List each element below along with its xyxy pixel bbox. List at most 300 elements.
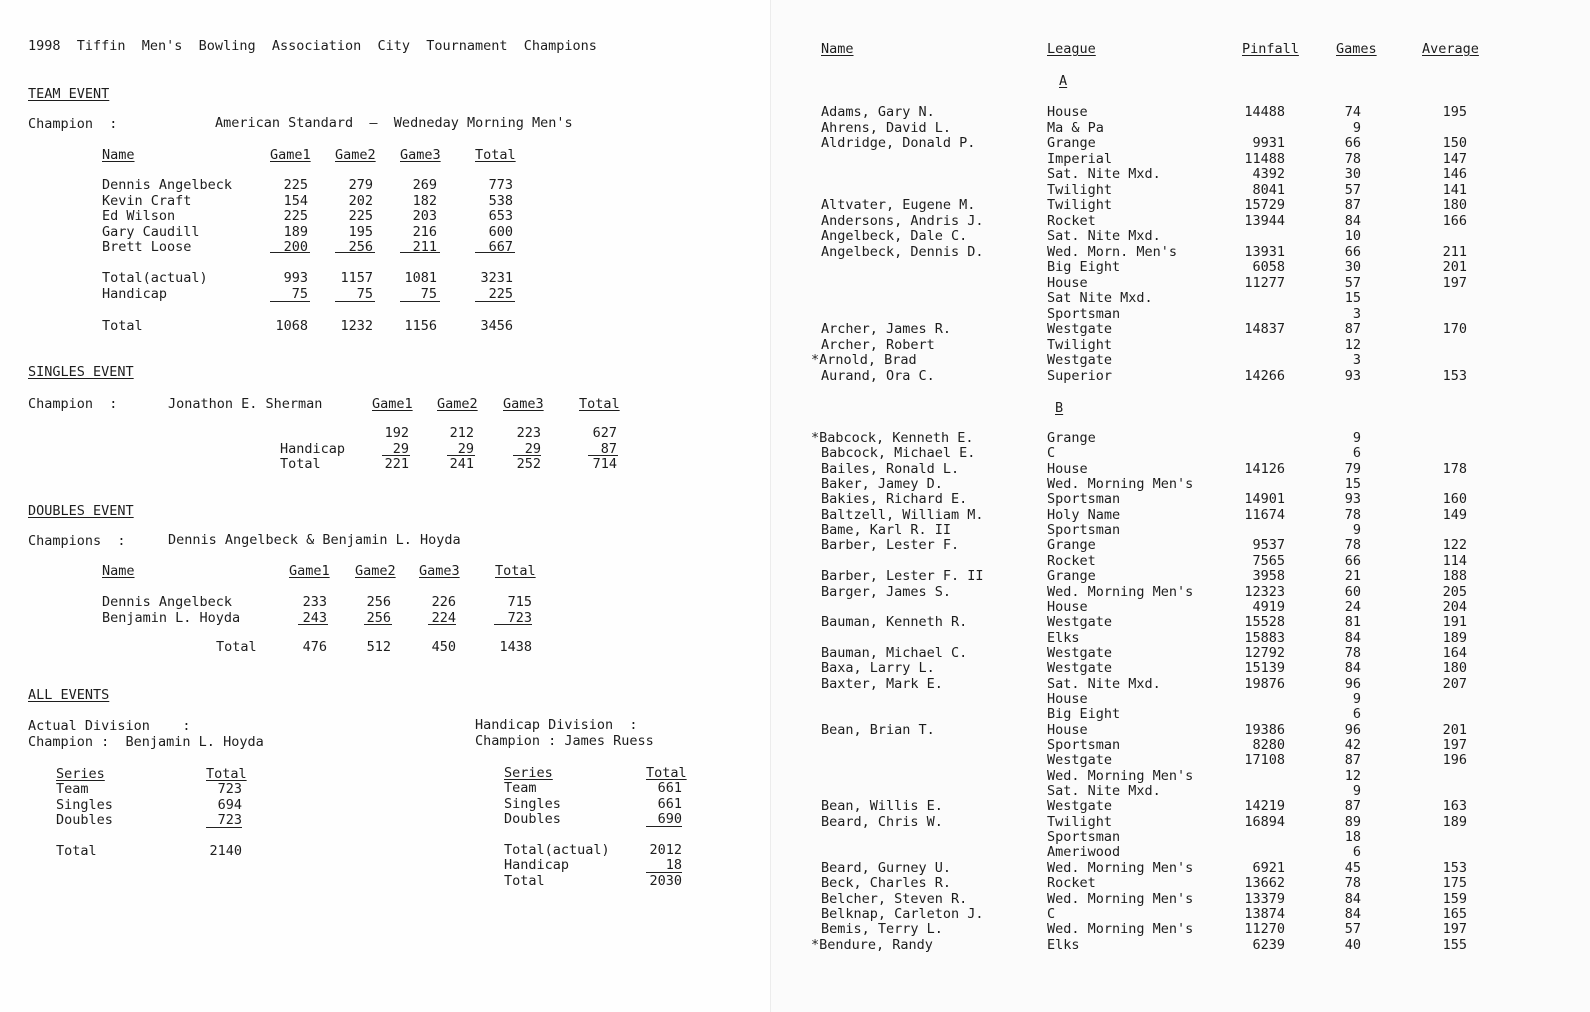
league-name: Grange bbox=[1047, 430, 1096, 446]
pinfall-value: 4392 bbox=[1252, 166, 1285, 182]
singles-col-total: Total bbox=[579, 396, 620, 412]
handicap-extra-label: Handicap bbox=[504, 857, 570, 873]
league-name: Rocket bbox=[1047, 552, 1096, 569]
games-value: 84 bbox=[1344, 890, 1361, 907]
team-total-label: Total bbox=[102, 318, 143, 334]
team-actual-value: 993 bbox=[283, 270, 308, 286]
team-handicap-underline bbox=[335, 301, 375, 302]
league-name: Grange bbox=[1047, 568, 1096, 585]
team-row-name: Brett Loose bbox=[102, 239, 192, 255]
league-name: Sportsman bbox=[1047, 829, 1121, 846]
singles-total-value: 241 bbox=[449, 456, 474, 472]
league-name: Wed. Morning Men's bbox=[1047, 476, 1194, 493]
games-value: 9 bbox=[1352, 119, 1361, 136]
games-value: 42 bbox=[1344, 737, 1361, 753]
team-total-value: 1156 bbox=[404, 318, 437, 334]
games-value: 79 bbox=[1344, 460, 1361, 477]
games-value: 3 bbox=[1352, 305, 1361, 322]
average-value: 170 bbox=[1442, 321, 1467, 337]
pinfall-value: 6058 bbox=[1252, 259, 1285, 275]
team-row-score: 225 bbox=[283, 177, 308, 193]
average-value: 166 bbox=[1442, 212, 1467, 229]
bowler-name: Baker, Jamey D. bbox=[821, 476, 943, 493]
bowler-name: Angelbeck, Dale C. bbox=[821, 228, 968, 244]
league-name: Rocket bbox=[1047, 212, 1096, 229]
league-name: House bbox=[1047, 274, 1088, 291]
league-name: Westgate bbox=[1047, 352, 1113, 368]
pinfall-value: 9931 bbox=[1252, 135, 1285, 151]
bowler-name: Adams, Gary N. bbox=[821, 104, 935, 120]
league-name: House bbox=[1047, 104, 1088, 120]
handicap-series-label: Doubles bbox=[504, 811, 561, 827]
doubles-total-label: Total bbox=[216, 639, 257, 655]
league-name: Superior bbox=[1047, 367, 1113, 384]
bowler-name: Bean, Brian T. bbox=[821, 721, 935, 738]
handicap-division-label: Handicap Division : bbox=[475, 717, 638, 733]
league-name: Rocket bbox=[1047, 875, 1096, 892]
pinfall-value: 14219 bbox=[1244, 798, 1285, 815]
average-value: 180 bbox=[1442, 197, 1467, 213]
doubles-row-score: 243 bbox=[302, 609, 327, 626]
games-value: 93 bbox=[1344, 367, 1361, 384]
pinfall-value: 14488 bbox=[1244, 104, 1285, 120]
doubles-row-name: Dennis Angelbeck bbox=[102, 594, 233, 610]
average-value: 178 bbox=[1442, 460, 1467, 477]
team-col-game3: Game3 bbox=[400, 147, 441, 163]
pinfall-value: 11488 bbox=[1244, 150, 1285, 167]
games-value: 45 bbox=[1344, 859, 1361, 876]
league-name: Big Eight bbox=[1047, 706, 1121, 723]
handicap-extra-underline bbox=[646, 872, 682, 873]
team-row-score: 600 bbox=[488, 223, 513, 240]
league-name: Twilight bbox=[1047, 197, 1113, 213]
league-name: Grange bbox=[1047, 537, 1096, 554]
handicap-underline bbox=[646, 826, 682, 827]
bowler-name: Aurand, Ora C. bbox=[821, 367, 935, 384]
team-row-score: 269 bbox=[412, 177, 437, 193]
handicap-extra-label: Total(actual) bbox=[504, 842, 610, 858]
games-value: 78 bbox=[1344, 537, 1361, 554]
average-value: 155 bbox=[1442, 936, 1467, 953]
team-row-score: 216 bbox=[412, 223, 437, 240]
games-value: 96 bbox=[1344, 675, 1361, 692]
pinfall-value: 8280 bbox=[1252, 737, 1285, 753]
league-name: Imperial bbox=[1047, 150, 1113, 167]
average-value: 175 bbox=[1442, 875, 1467, 892]
actual-series-total: 723 bbox=[217, 812, 242, 828]
games-value: 66 bbox=[1344, 243, 1361, 260]
team-event-heading: TEAM EVENT bbox=[28, 86, 110, 102]
handicap-extra-value: 2030 bbox=[649, 873, 682, 889]
bowler-name: Bakies, Richard E. bbox=[821, 491, 968, 508]
league-name: Ma & Pa bbox=[1047, 119, 1104, 136]
pinfall-value: 15729 bbox=[1244, 197, 1285, 213]
singles-score: 192 bbox=[384, 425, 409, 441]
actual-underline bbox=[206, 827, 242, 828]
games-value: 87 bbox=[1344, 752, 1361, 769]
games-value: 87 bbox=[1344, 798, 1361, 815]
games-value: 24 bbox=[1344, 598, 1361, 615]
bowler-name: Andersons, Andris J. bbox=[821, 212, 984, 229]
doubles-underline bbox=[364, 624, 392, 625]
bowler-name: Angelbeck, Dennis D. bbox=[821, 243, 984, 260]
pinfall-value: 14837 bbox=[1244, 321, 1285, 337]
actual-series-label: Team bbox=[56, 781, 89, 797]
league-name: Wed. Morning Men's bbox=[1047, 921, 1194, 938]
average-value: 141 bbox=[1442, 181, 1467, 198]
league-name: Sat. Nite Mxd. bbox=[1047, 228, 1161, 244]
pinfall-value: 15528 bbox=[1244, 614, 1285, 631]
singles-score: 223 bbox=[516, 425, 541, 441]
pinfall-value: 19876 bbox=[1244, 675, 1285, 692]
doubles-row-score: 226 bbox=[431, 594, 456, 610]
actual-division-champion: Champion : Benjamin L. Hoyda bbox=[28, 734, 264, 750]
games-value: 57 bbox=[1344, 921, 1361, 938]
league-name: Westgate bbox=[1047, 798, 1113, 815]
pinfall-value: 13944 bbox=[1244, 212, 1285, 229]
average-value: 204 bbox=[1442, 598, 1467, 615]
league-name: Sportsman bbox=[1047, 522, 1121, 539]
team-row-score: 154 bbox=[283, 192, 308, 209]
handicap-extra-value: 18 bbox=[665, 857, 682, 873]
league-name: Sat. Nite Mxd. bbox=[1047, 166, 1161, 182]
bowler-name: *Bendure, Randy bbox=[811, 936, 933, 953]
team-row-score: 225 bbox=[348, 208, 373, 224]
singles-underline bbox=[588, 455, 618, 456]
pinfall-value: 4919 bbox=[1252, 598, 1285, 615]
singles-event-heading: SINGLES EVENT bbox=[28, 364, 134, 380]
games-value: 12 bbox=[1344, 767, 1361, 784]
league-name: House bbox=[1047, 690, 1088, 707]
handicap-series-total: 661 bbox=[657, 795, 682, 812]
actual-total-label: Total bbox=[56, 843, 97, 859]
team-handicap-label: Handicap bbox=[102, 286, 168, 302]
team-row-score: 653 bbox=[488, 208, 513, 224]
bowler-name: Beard, Chris W. bbox=[821, 813, 943, 830]
average-value: 165 bbox=[1442, 905, 1467, 922]
team-row-score: 256 bbox=[348, 239, 373, 255]
league-name: House bbox=[1047, 460, 1088, 477]
games-value: 87 bbox=[1344, 321, 1361, 337]
singles-underline bbox=[513, 455, 541, 456]
singles-score: 627 bbox=[592, 425, 617, 441]
games-value: 9 bbox=[1352, 522, 1361, 539]
average-value: 197 bbox=[1442, 274, 1467, 291]
bowler-name: Belknap, Carleton J. bbox=[821, 905, 984, 922]
average-value: 189 bbox=[1442, 813, 1467, 830]
pinfall-value: 13874 bbox=[1244, 905, 1285, 922]
pinfall-value: 12792 bbox=[1244, 644, 1285, 661]
team-row-score: 189 bbox=[283, 223, 308, 240]
bowler-name: *Babcock, Kenneth E. bbox=[811, 430, 974, 446]
team-actual-value: 1081 bbox=[404, 270, 437, 286]
pinfall-value: 8041 bbox=[1252, 181, 1285, 198]
bowler-name: Archer, Robert bbox=[821, 336, 935, 353]
singles-total-value: 714 bbox=[592, 456, 617, 472]
handicap-col-total: Total bbox=[646, 765, 687, 781]
league-name: House bbox=[1047, 598, 1088, 615]
handicap-series-total: 690 bbox=[657, 811, 682, 827]
average-value: 195 bbox=[1442, 104, 1467, 120]
games-value: 96 bbox=[1344, 721, 1361, 738]
games-value: 12 bbox=[1344, 336, 1361, 353]
games-value: 57 bbox=[1344, 181, 1361, 198]
pinfall-value: 12323 bbox=[1244, 583, 1285, 600]
doubles-total-value: 1438 bbox=[499, 639, 532, 655]
league-name: Westgate bbox=[1047, 321, 1113, 337]
team-underline bbox=[400, 252, 440, 253]
pinfall-value: 13931 bbox=[1244, 243, 1285, 260]
handicap-series-label: Team bbox=[504, 780, 537, 796]
bowler-name: Aldridge, Donald P. bbox=[821, 135, 976, 151]
col-header-games: Games bbox=[1336, 41, 1377, 57]
doubles-row-name: Benjamin L. Hoyda bbox=[102, 609, 241, 626]
average-value: 191 bbox=[1442, 614, 1467, 631]
all-events-heading: ALL EVENTS bbox=[28, 687, 110, 703]
singles-handicap-value: 87 bbox=[600, 441, 617, 457]
team-champion-label: Champion : bbox=[28, 116, 118, 132]
games-value: 84 bbox=[1344, 212, 1361, 229]
singles-total-value: 252 bbox=[516, 456, 541, 472]
team-row-name: Dennis Angelbeck bbox=[102, 177, 233, 193]
team-underline bbox=[335, 252, 375, 253]
average-value: 114 bbox=[1442, 552, 1467, 569]
games-value: 40 bbox=[1344, 936, 1361, 953]
games-value: 84 bbox=[1344, 660, 1361, 677]
bowler-name: Baxa, Larry L. bbox=[821, 660, 935, 677]
pinfall-value: 6921 bbox=[1252, 859, 1285, 876]
actual-series-total: 723 bbox=[217, 781, 242, 797]
league-name: Sat Nite Mxd. bbox=[1047, 290, 1153, 306]
pinfall-value: 14266 bbox=[1244, 367, 1285, 384]
league-name: Elks bbox=[1047, 936, 1080, 953]
pinfall-value: 16894 bbox=[1244, 813, 1285, 830]
doubles-row-score: 256 bbox=[366, 609, 391, 626]
average-value: 164 bbox=[1442, 644, 1467, 661]
team-row-score: 667 bbox=[488, 239, 513, 255]
bowler-name: Beard, Gurney U. bbox=[821, 859, 952, 876]
bowler-name: Bean, Willis E. bbox=[821, 798, 943, 815]
pinfall-value: 6239 bbox=[1252, 936, 1285, 953]
team-row-score: 182 bbox=[412, 192, 437, 209]
doubles-event-heading: DOUBLES EVENT bbox=[28, 503, 134, 519]
pinfall-value: 14126 bbox=[1244, 460, 1285, 477]
document-title: 1998 Tiffin Men's Bowling Association City Tournament Champions bbox=[28, 38, 597, 54]
bowler-name: Bemis, Terry L. bbox=[821, 921, 943, 938]
actual-division-label: Actual Division : bbox=[28, 718, 191, 734]
col-header-pinfall: Pinfall bbox=[1242, 41, 1299, 57]
league-name: C bbox=[1047, 445, 1056, 462]
col-header-average: Average bbox=[1422, 41, 1479, 57]
doubles-row-score: 256 bbox=[366, 594, 391, 610]
pinfall-value: 3958 bbox=[1252, 568, 1285, 585]
singles-underline bbox=[447, 455, 475, 456]
bowler-name: Bame, Karl R. II bbox=[821, 522, 952, 539]
team-handicap-underline bbox=[400, 301, 440, 302]
average-value: 146 bbox=[1442, 166, 1467, 182]
pinfall-value: 11674 bbox=[1244, 506, 1285, 523]
pinfall-value: 7565 bbox=[1252, 552, 1285, 569]
average-value: 150 bbox=[1442, 135, 1467, 151]
left-page bbox=[0, 0, 770, 1012]
team-row-name: Ed Wilson bbox=[102, 208, 176, 224]
handicap-extra-value: 2012 bbox=[649, 842, 682, 858]
bowler-name: Altvater, Eugene M. bbox=[821, 197, 976, 213]
pinfall-value: 11270 bbox=[1244, 921, 1285, 938]
league-name: Westgate bbox=[1047, 644, 1113, 661]
games-value: 78 bbox=[1344, 644, 1361, 661]
team-handicap-value: 75 bbox=[356, 286, 373, 302]
games-value: 30 bbox=[1344, 259, 1361, 275]
league-name: Westgate bbox=[1047, 660, 1113, 677]
singles-handicap-label: Handicap bbox=[280, 441, 346, 457]
team-handicap-value: 225 bbox=[488, 286, 513, 302]
bowler-name: Barber, Lester F. bbox=[821, 537, 960, 554]
average-value: 153 bbox=[1442, 367, 1467, 384]
team-handicap-value: 75 bbox=[420, 286, 437, 302]
doubles-total-value: 476 bbox=[302, 639, 327, 655]
games-value: 3 bbox=[1352, 352, 1361, 368]
singles-champion-name: Jonathon E. Sherman bbox=[168, 396, 323, 412]
league-name: Holy Name bbox=[1047, 506, 1121, 523]
pinfall-value: 13662 bbox=[1244, 875, 1285, 892]
team-champion-name: American Standard – Wedneday Morning Men's bbox=[215, 115, 573, 131]
pinfall-value: 13379 bbox=[1244, 890, 1285, 907]
team-col-name: Name bbox=[102, 147, 135, 163]
average-value: 163 bbox=[1442, 798, 1467, 815]
singles-handicap-value: 29 bbox=[457, 441, 474, 457]
league-name: Sportsman bbox=[1047, 305, 1121, 322]
games-value: 84 bbox=[1344, 629, 1361, 646]
doubles-col-name: Name bbox=[102, 563, 135, 579]
league-name: Sat. Nite Mxd. bbox=[1047, 783, 1161, 800]
team-actual-value: 3231 bbox=[480, 270, 513, 286]
team-row-score: 202 bbox=[348, 192, 373, 209]
doubles-col-game2: Game2 bbox=[355, 563, 396, 579]
singles-total-value: 221 bbox=[384, 456, 409, 472]
section-letter-b: B bbox=[1055, 400, 1064, 416]
doubles-row-score: 233 bbox=[302, 594, 327, 610]
singles-underline bbox=[382, 455, 410, 456]
average-value: 180 bbox=[1442, 660, 1467, 677]
team-row-score: 773 bbox=[488, 177, 513, 193]
league-name: Grange bbox=[1047, 135, 1096, 151]
league-name: Ameriwood bbox=[1047, 844, 1121, 861]
league-name: Wed. Morning Men's bbox=[1047, 859, 1194, 876]
handicap-col-series: Series bbox=[504, 765, 553, 781]
actual-series-label: Doubles bbox=[56, 812, 113, 828]
team-row-score: 211 bbox=[412, 239, 437, 255]
singles-total-label: Total bbox=[280, 456, 321, 472]
doubles-row-score: 224 bbox=[431, 609, 456, 626]
bowler-name: Barber, Lester F. II bbox=[821, 568, 984, 585]
games-value: 9 bbox=[1352, 430, 1361, 446]
games-value: 30 bbox=[1344, 166, 1361, 182]
doubles-total-value: 512 bbox=[366, 639, 391, 655]
games-value: 15 bbox=[1344, 476, 1361, 493]
col-header-league: League bbox=[1047, 41, 1096, 57]
league-name: Wed. Morn. Men's bbox=[1047, 243, 1178, 260]
bowler-name: Babcock, Michael E. bbox=[821, 445, 976, 462]
team-underline bbox=[270, 252, 310, 253]
league-name: Twilight bbox=[1047, 336, 1113, 353]
team-handicap-underline bbox=[475, 301, 515, 302]
games-value: 89 bbox=[1344, 813, 1361, 830]
pinfall-value: 14901 bbox=[1244, 491, 1285, 508]
team-total-value: 1068 bbox=[275, 318, 308, 334]
games-value: 66 bbox=[1344, 552, 1361, 569]
handicap-extra-label: Total bbox=[504, 873, 545, 889]
average-value: 188 bbox=[1442, 568, 1467, 585]
team-handicap-value: 75 bbox=[291, 286, 308, 302]
league-name: Westgate bbox=[1047, 752, 1113, 769]
doubles-underline bbox=[298, 624, 328, 625]
team-actual-label: Total(actual) bbox=[102, 270, 208, 286]
average-value: 189 bbox=[1442, 629, 1467, 646]
games-value: 74 bbox=[1344, 104, 1361, 120]
games-value: 18 bbox=[1344, 829, 1361, 846]
actual-col-total: Total bbox=[206, 766, 247, 782]
league-name: C bbox=[1047, 905, 1056, 922]
singles-handicap-value: 29 bbox=[392, 441, 409, 457]
league-name: Twilight bbox=[1047, 813, 1113, 830]
actual-series-label: Singles bbox=[56, 796, 113, 813]
average-value: 201 bbox=[1442, 721, 1467, 738]
league-name: Elks bbox=[1047, 629, 1080, 646]
league-name: Wed. Morning Men's bbox=[1047, 583, 1194, 600]
games-value: 6 bbox=[1352, 844, 1361, 861]
league-name: Wed. Morning Men's bbox=[1047, 890, 1194, 907]
team-total-value: 1232 bbox=[340, 318, 373, 334]
average-value: 122 bbox=[1442, 537, 1467, 554]
pinfall-value: 17108 bbox=[1244, 752, 1285, 769]
team-row-score: 200 bbox=[283, 239, 308, 255]
singles-col-game3: Game3 bbox=[503, 396, 544, 412]
handicap-series-label: Singles bbox=[504, 795, 561, 812]
team-row-score: 225 bbox=[283, 208, 308, 224]
doubles-row-score: 723 bbox=[507, 609, 532, 626]
bowler-name: Bailes, Ronald L. bbox=[821, 460, 960, 477]
bowler-name: Barger, James S. bbox=[821, 583, 952, 600]
games-value: 84 bbox=[1344, 905, 1361, 922]
team-col-game2: Game2 bbox=[335, 147, 376, 163]
doubles-champion-names: Dennis Angelbeck & Benjamin L. Hoyda bbox=[168, 532, 461, 548]
games-value: 81 bbox=[1344, 614, 1361, 631]
pinfall-value: 19386 bbox=[1244, 721, 1285, 738]
games-value: 21 bbox=[1344, 568, 1361, 585]
bowler-name: Beck, Charles R. bbox=[821, 875, 952, 892]
average-value: 149 bbox=[1442, 506, 1467, 523]
bowler-name: Belcher, Steven R. bbox=[821, 890, 968, 907]
handicap-division-champion: Champion : James Ruess bbox=[475, 733, 654, 749]
league-name: Sat. Nite Mxd. bbox=[1047, 675, 1161, 692]
team-col-total: Total bbox=[475, 147, 516, 163]
league-name: Wed. Morning Men's bbox=[1047, 767, 1194, 784]
bowler-name: Baltzell, William M. bbox=[821, 506, 984, 523]
singles-handicap-value: 29 bbox=[524, 441, 541, 457]
doubles-col-game1: Game1 bbox=[289, 563, 330, 579]
singles-col-game1: Game1 bbox=[372, 396, 413, 412]
doubles-col-game3: Game3 bbox=[419, 563, 460, 579]
singles-col-game2: Game2 bbox=[437, 396, 478, 412]
right-page bbox=[770, 0, 1590, 1012]
average-value: 160 bbox=[1442, 491, 1467, 508]
singles-champion-label: Champion : bbox=[28, 396, 118, 412]
league-name: Twilight bbox=[1047, 181, 1113, 198]
games-value: 66 bbox=[1344, 135, 1361, 151]
bowler-name: Archer, James R. bbox=[821, 321, 952, 337]
games-value: 6 bbox=[1352, 445, 1361, 462]
